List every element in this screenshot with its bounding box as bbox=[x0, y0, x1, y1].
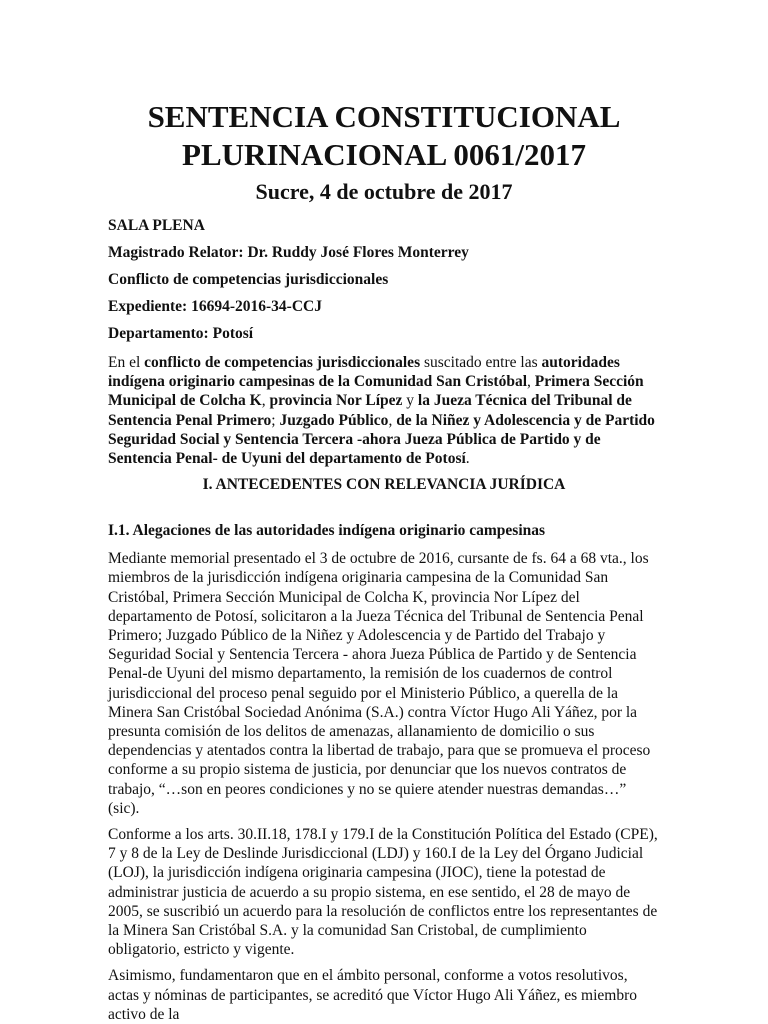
document-date: Sucre, 4 de octubre de 2017 bbox=[255, 179, 513, 204]
magistrado-relator: Magistrado Relator: Dr. Ruddy José Flores Monterrey bbox=[108, 244, 469, 261]
document-title bbox=[108, 0, 660, 174]
intro-paragraph bbox=[108, 353, 660, 468]
intro-bold-7: de la Niñez y Adolescencia y de Partido Seguridad Social y Sentencia Tercera -ahora Jueza Pública de Partido y de Sentencia Penal- de Uyuni del departamento de Potosí bbox=[108, 411, 655, 468]
intro-bold-1: conflicto de competencias jurisdiccionales bbox=[144, 354, 421, 371]
title-line-2: PLURINACIONAL 0061/2017 bbox=[182, 137, 586, 172]
expediente-number: Expediente: 16694-2016-34-CCJ bbox=[108, 298, 322, 315]
body-paragraph-1: Mediante memorial presentado el 3 de octubre de 2016, cursante de fs. 64 a 68 vta., los miembros de la jurisdicción indígena originaria campesina de la Comunidad San Cristóbal, Primera Sección Municipal de Colcha K, provincia Nor Lípez del departamento de Potosí, solicitaron a la Jueza Técnica del Tribunal de Sentencia Penal Primero; Juzgado Público de la Niñez y Adolescencia y de Partido del Trabajo y Seguridad Social y Sentencia Tercera - ahora Jueza Pública de Partido y de Sentencia Penal-de Uyuni del mismo departamento, la remisión de los cuadernos de control jurisdiccional del proceso penal seguido por el Ministerio Público, a querella de la Minera San Cristóbal Sociedad Anónima (S.A.) contra Víctor Hugo Ali Yáñez, por la presunta comisión de los delitos de amenazas, allanamiento de domicilio o sus dependencias y atentados contra la libertad de trabajo, para que se promueva el proceso conforme a su propio sistema de justicia, por denunciar que los nuevos contratos de trabajo, “…son en peores condiciones y no se quiere atender nuestras demandas…” (sic). bbox=[108, 550, 651, 817]
intro-text-8: . bbox=[465, 450, 470, 468]
sala-label: SALA PLENA bbox=[108, 217, 205, 234]
case-subject: Conflicto de competencias jurisdiccionales bbox=[108, 271, 389, 288]
intro-bold-2: autoridades indígena originario campesinas de la Comunidad San Cristóbal bbox=[108, 354, 620, 391]
intro-text-2: suscitado entre las bbox=[420, 354, 542, 371]
title-line-1: SENTENCIA CONSTITUCIONAL bbox=[147, 99, 621, 134]
intro-text-4: , bbox=[261, 392, 270, 410]
case-metadata bbox=[108, 216, 660, 344]
intro-bold-5: la Jueza Técnica del Tribunal de Sentencia Penal Primero bbox=[108, 392, 632, 429]
section-heading: I. ANTECEDENTES CON RELEVANCIA JURÍDICA bbox=[202, 476, 566, 494]
intro-text-7: , bbox=[388, 411, 397, 429]
intro-bold-3: Primera Sección Municipal de Colcha K bbox=[108, 373, 644, 410]
intro-text-5: y bbox=[402, 392, 418, 410]
intro-text-3: , bbox=[527, 373, 535, 391]
subsection-heading: I.1. Alegaciones de las autoridades indígena originario campesinas bbox=[108, 522, 546, 540]
body-paragraph-2: Conforme a los arts. 30.II.18, 178.I y 179.I de la Constitución Política del Estado (CPE), 7 y 8 de la Ley de Deslinde Jurisdiccional (LDJ) y 160.I de la Ley del Órgano Judicial (LOJ), la jurisdicción indígena originaria campesina (JIOC), tiene la potestad de administrar justicia de acuerdo a su propio sistema, en ese sentido, el 28 de mayo de 2005, se suscribió un acuerdo para la resolución de conflictos entre los representantes de la Minera San Cristóbal S.A. y la comunidad San Cristobal, de cumplimiento obligatorio, estricto y vigente. bbox=[108, 826, 658, 959]
intro-bold-6: Juzgado Público bbox=[279, 411, 389, 429]
intro-bold-4: provincia Nor Lípez bbox=[269, 392, 403, 410]
intro-text-1: En el bbox=[108, 354, 145, 371]
intro-text-6: ; bbox=[271, 411, 280, 429]
departamento: Departamento: Potosí bbox=[108, 325, 254, 342]
body-paragraph-3: Asimismo, fundamentaron que en el ámbito personal, conforme a votos resolutivos, actas y nóminas de participantes, se acreditó que Víctor Hugo Ali Yáñez, es miembro activo de la bbox=[108, 967, 637, 1023]
